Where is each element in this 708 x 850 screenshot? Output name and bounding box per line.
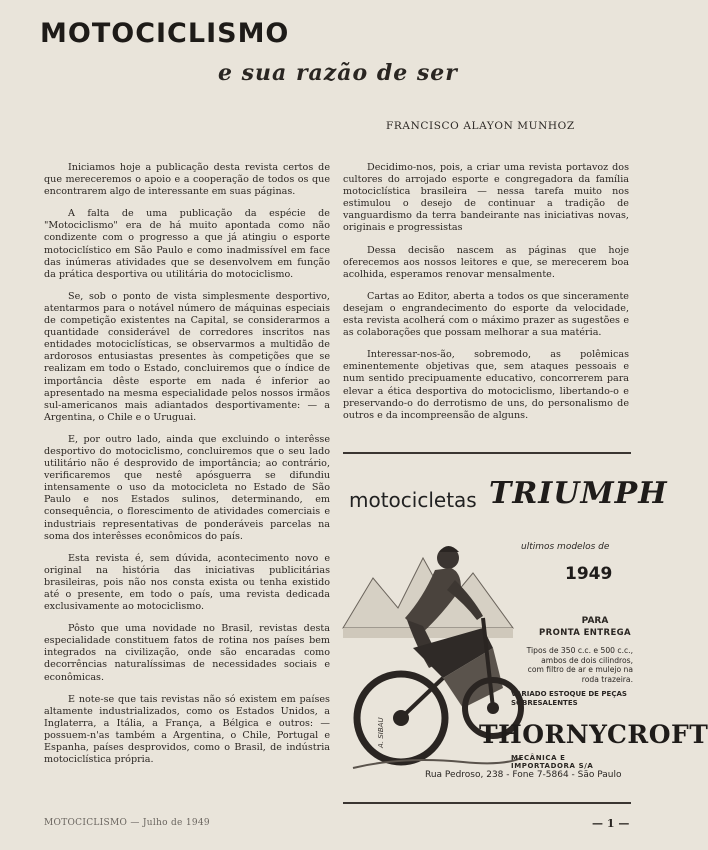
paragraph: A falta de uma publicação da espécie de "Motociclismo" era de há muito apontada como não condizente com o progresso a que já atingiu o esporte motociclístico em São Paulo e como inadmissível em face das inúmeras atividades que se desenvolvem em função da prática desportiva ou utilitária do motociclismo.: [44, 208, 330, 280]
ad-address: Rua Pedroso, 238 - Fone 7-5864 - São Paulo: [425, 770, 622, 780]
triumph-advertisement: [343, 458, 708, 798]
ad-pronta-entrega: PRONTA ENTREGA: [539, 628, 632, 638]
article-column-left: [44, 162, 330, 776]
paragraph: Decidimo-nos, pois, a criar uma revista portavoz dos cultores do arrojado esporte e congregadora da família motociclística brasileira — nessa tarefa muito nos estimulou o desejo de continuar a tradição de vanguardismo da terra bandeirante nas iniciativas novas, originais e progressistas: [343, 162, 629, 234]
ad-models-text: ultimos modelos de: [521, 542, 610, 552]
paragraph: Se, sob o ponto de vista simplesmente desportivo, atentarmos para o notável número de máquinas especiais de competição existentes na Capital, se considerarmos a quantidade considerável de corredores inscritos nas entidades motociclísticas, se observarmos a multidão de ardorosos entusiastas presentes às competições que se realizam em todo o Estado, concluiremos que o índice de importância dêste esporte em nada é inferior ao apresentado na mesma especialidade pelos nossos irmãos sul-americanos mais adiantados desportivamente: — a Argentina, o Chile e o Uruguai.: [44, 290, 330, 423]
paragraph: E, por outro lado, ainda que excluindo o interêsse desportivo do motociclismo, concluiremos que o seu lado utilitário não é desprovido de importância; ao contrário, verificaremos que nestê apósguerra se difundiu intensamente o uso da motocicleta no Estado de São Paulo e nos Estados sulinos, determinando, em consequência, o florescimento de atividades comerciais e industriais representativas de ponderáveis parcelas na soma dos interêsses econômicos do país.: [44, 433, 330, 542]
ad-company-subtitle: MECÂNICA E IMPORTADORA S/A: [511, 754, 594, 770]
paragraph: Iniciamos hoje a publicação desta revista certos de que mereceremos o apoio e a cooperação de todos os que encontrarem algo de interessante em suas páginas.: [44, 162, 330, 198]
ad-brand-logo: TRIUMPH: [489, 476, 668, 511]
paragraph: Dessa decisão nascem as páginas que hoje oferecemos aos nossos leitores e que, se merecerem boa acolhida, esperamos renovar mensalmente.: [343, 244, 629, 280]
footer-issue: MOTOCICLISMO — Julho de 1949: [44, 818, 210, 828]
paragraph: Interessar-nos-ão, sobremodo, as polêmicas eminentemente objetivas que, sem ataques pessoais e num sentido precipuamente educativo, concorrerem para elevar a ética desportiva do motociclismo, libertando-o e preservando-o do derrotismo de uns, do personalismo de outros e da incompreensão de alguns.: [343, 349, 629, 421]
ad-bottom-rule: [343, 802, 631, 804]
paragraph: E note-se que tais revistas não só existem em países altamente industrializados, como os Estados Unidos, a Inglaterra, a Itália, a França, a Bélgica e outros: — possuem-n'as também a Argentina, o Chile, Portugal e Espanha, países desprovidos, como o Brasil, de indústria motociclística própria.: [44, 693, 330, 766]
ad-year: 1949: [565, 564, 613, 584]
article-column-right: [343, 162, 629, 432]
paragraph: Cartas ao Editor, aberta a todos os que sinceramente desejam o engrandecimento do esporte da velocidade, esta revista acolherá com o máximo prazer as sugestões e as colaborações que possam melhorar a sua matéria.: [343, 290, 629, 339]
ad-para-text: PARA: [581, 616, 609, 626]
ad-top-rule: [343, 452, 631, 454]
paragraph: Esta revista é, sem dúvida, acontecimento novo e original na história das iniciativas publicitárias brasileiras, pois não nos consta exista ou tenha existido até o presente, em todo o país, uma revista dedicada exclusivamente ao motociclismo.: [44, 552, 330, 613]
ad-types-text: Tipos de 350 c.c. e 500 c.c., ambos de dois cilindros, com filtro de ar e mulejo na roda trazeira.: [526, 646, 633, 684]
page-number: — 1 —: [592, 817, 630, 830]
artist-signature: A. SIBAU: [377, 717, 385, 748]
ad-company-logo: THORNYCROFT: [479, 720, 708, 749]
ad-variado-text: VARIADO ESTOQUE DE PEÇAS SOBRESALENTES: [511, 690, 627, 707]
paragraph: Pôsto que uma novidade no Brasil, revistas desta especialidade constituem fatos de rotina nos países bem integrados na civilização, onde são encaradas como decorrências naturalíssimas de necessidades sociais e econômicas.: [44, 623, 330, 683]
ad-word: motocicletas: [349, 488, 477, 512]
page-title: MOTOCICLISMO: [40, 18, 290, 49]
author-name: FRANCISCO ALAYON MUNHOZ: [386, 120, 575, 132]
page-subtitle: e sua razão de ser: [218, 60, 458, 86]
